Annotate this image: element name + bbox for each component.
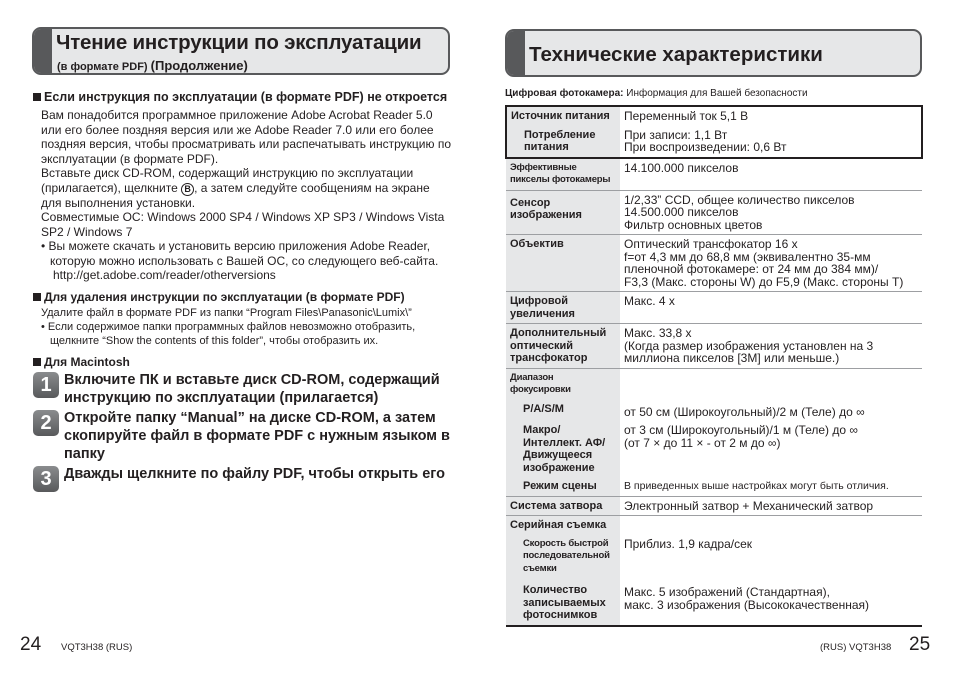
paragraph: Удалите файл в формате PDF из папки “Program Files\Panasonic\Lumix\” — [41, 306, 412, 319]
spec-value: Макс. 5 изображений (Стандартная), макс. 3 изображения (Высококачественная) — [624, 585, 869, 612]
right-page-number: 25 — [909, 634, 931, 655]
table-row — [506, 368, 922, 400]
section-heading-macintosh: Для Macintosh — [33, 355, 451, 369]
step-item — [33, 371, 451, 407]
table-row — [506, 535, 922, 579]
bullet-download: • Вы можете скачать и установить версию приложения Adobe Reader, которую можно использовать с Вашей ОС, со следующего веб-сайта. — [41, 239, 439, 268]
table-row — [506, 477, 922, 496]
step-number-badge: 2 — [33, 410, 59, 436]
spec-value: Приблиз. 1,9 кадра/сек — [624, 536, 753, 551]
section-heading-pdf-not-open: Если инструкция по эксплуатации (в формате PDF) не откроется — [33, 90, 451, 104]
right-page-title: Технические характеристики — [529, 43, 823, 66]
spec-value: 14.100.000 пикселов — [620, 158, 922, 191]
left-page-header — [32, 27, 450, 75]
table-row — [506, 190, 922, 235]
square-bullet-icon — [33, 293, 41, 301]
step-number-badge: 3 — [33, 466, 59, 492]
right-doc-code: (RUS) VQT3H38 — [820, 642, 892, 653]
step-item — [33, 409, 451, 463]
step-text: Включите ПК и вставьте диск CD-ROM, содержащий инструкцию по эксплуатации (прилагается) — [64, 371, 440, 406]
spec-key: Серийная съемка — [506, 516, 620, 535]
section-heading-uninstall: Для удаления инструкции по эксплуатации (в формате PDF) — [33, 290, 451, 304]
square-bullet-icon — [33, 93, 41, 101]
subtitle-continued: (Продолжение) — [150, 58, 248, 73]
spec-key: Дополнительный оптический трансфокатор — [506, 324, 620, 369]
step-number-badge: 1 — [33, 372, 59, 398]
paragraph-insert-cd: Вставьте диск CD-ROM, содержащий инструкцию по эксплуатации (прилагается), щелкните B , а затем следуйте сообщениям на экране для выполнения установки. — [41, 166, 430, 210]
table-row — [506, 126, 922, 158]
bullet-show-folder: • Если содержимое папки программных файлов невозможно отобразить, щелкните “Show the contents of this folder”, чтобы отобразить их. — [41, 320, 416, 347]
subtitle-pdf: (в формате PDF) — [57, 61, 148, 73]
table-row — [506, 421, 922, 477]
left-page-subtitle — [57, 58, 248, 73]
table-row — [506, 496, 922, 516]
spec-value: При записи: 1,1 Вт При воспроизведении: 0,6 Вт — [620, 126, 922, 158]
left-column — [33, 90, 451, 492]
spec-key: Диапазон фокусировки — [506, 368, 620, 400]
spec-value: Макс. 33,8 x (Когда размер изображения установлен на 3 миллиона пикселов [3M] или меньше.) — [620, 324, 922, 369]
b-circle-icon: B — [181, 183, 194, 196]
spec-key: Потребление питания — [506, 126, 620, 158]
table-row — [506, 158, 922, 191]
paragraph-compatible-os: Совместимые ОС: Windows 2000 SP4 / Windows XP SP3 / Windows Vista SP2 / Windows 7 — [41, 210, 445, 239]
spec-key: Режим сцены — [506, 477, 620, 496]
spec-value: В приведенных выше настройках могут быть отличия. — [620, 477, 922, 496]
spec-key: Макро/ Интеллект. АФ/ Движущееся изображение — [506, 421, 620, 477]
table-row — [506, 578, 922, 626]
spec-value: 1/2,33” CCD, общее количество пикселов 14.500.000 пикселов Фильтр основных цветов — [620, 190, 922, 235]
spec-value: Оптический трансфокатор 16 x f=от 4,3 мм до 68,8 мм (эквивалентно 35-мм пленочной фотокамере: от 24 мм до 384 мм)/ F3,3 (Макс. стороны W) до F5,9 (Макс. стороны T) — [620, 235, 922, 292]
table-row — [506, 235, 922, 292]
left-page-title: Чтение инструкции по эксплуатации — [56, 31, 422, 54]
spec-key: Эффективные пикселы фотокамеры — [506, 158, 620, 191]
table-row — [506, 106, 922, 126]
left-doc-code: VQT3H38 (RUS) — [61, 642, 133, 653]
spec-key: Количество записываемых фотоснимков — [506, 578, 620, 626]
spec-key: Скорость быстрой последовательной съемки — [506, 535, 620, 579]
spec-key: Объектив — [506, 235, 620, 292]
spec-table — [505, 105, 923, 627]
spec-key: Цифровой увеличения — [506, 292, 620, 324]
header-accent-bar — [34, 29, 52, 73]
section-body-pdf-not-open — [33, 108, 451, 283]
spec-key: Сенсор изображения — [506, 190, 620, 235]
table-row — [506, 292, 922, 324]
spec-value: Переменный ток 5,1 В — [620, 106, 922, 126]
table-row — [506, 400, 922, 422]
paragraph: Вам понадобится программное приложение Adobe Acrobat Reader 5.0 или его более поздняя версия или же Adobe Reader 7.0 или его более поздняя версия, чтобы просматривать или распечатывать инструкцию по эксплуатации (в формате PDF). — [41, 108, 451, 166]
left-page-number: 24 — [20, 634, 42, 655]
mac-steps — [33, 371, 451, 492]
spec-key: P/A/S/M — [506, 400, 620, 422]
spec-key: Источник питания — [506, 106, 620, 126]
spec-value: Макс. 4 x — [620, 292, 922, 324]
spec-value: от 3 см (Широкоугольный)/1 м (Теле) до ∞ (от 7 × до 11 × - от 2 м до ∞) — [624, 423, 858, 450]
header-accent-bar — [507, 31, 525, 75]
step-item — [33, 465, 451, 492]
adobe-url-link[interactable]: http://get.adobe.com/reader/otherversions — [53, 268, 276, 282]
spec-key: Система затвора — [506, 496, 620, 516]
square-bullet-icon — [33, 358, 41, 366]
right-column — [505, 88, 923, 627]
spec-subtitle: Цифровая фотокамера: Информация для Вашей безопасности — [505, 88, 808, 99]
spec-value: Электронный затвор + Механический затвор — [620, 496, 922, 516]
step-text: Дважды щелкните по файлу PDF, чтобы открыть его — [64, 465, 445, 482]
right-page-header — [505, 29, 922, 77]
step-text: Откройте папку “Manual” на диске CD-ROM, а затем скопируйте файл в формате PDF с нужным языком в папку — [64, 409, 450, 462]
section-body-uninstall — [33, 306, 451, 348]
table-row — [506, 516, 922, 535]
spec-value: от 50 см (Широкоугольный)/2 м (Теле) до ∞ — [624, 404, 865, 419]
table-row — [506, 324, 922, 369]
